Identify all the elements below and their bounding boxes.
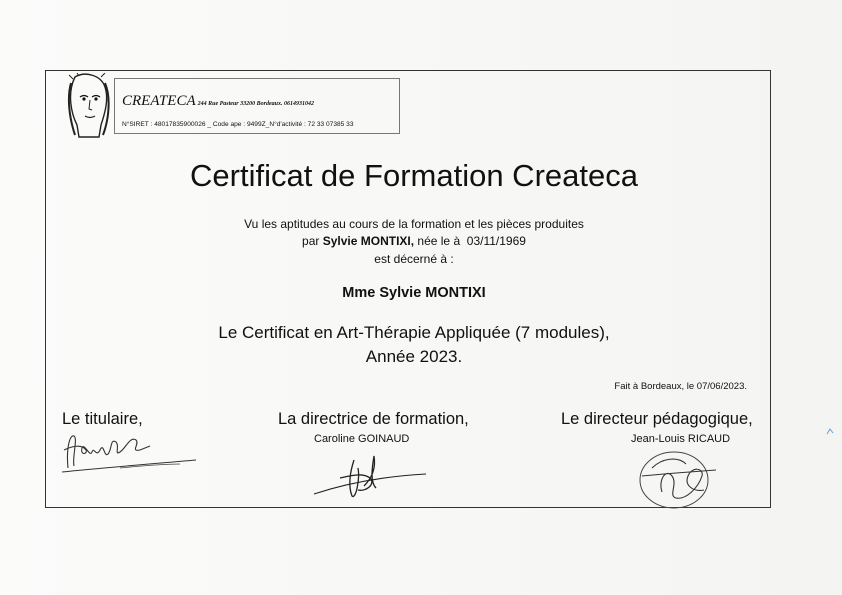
siret-line: N°SIRET : 48017835900026 _ Code ape : 9499Z_N°d'activité : 72 33 07385 33 [122, 121, 354, 128]
made-at-date: Fait à Bordeaux, le 07/06/2023. [614, 381, 747, 392]
certificate-title: Certificat de Formation Createca [190, 158, 638, 193]
certificate-year: Année 2023. [365, 347, 463, 366]
intro-line-2 [0, 234, 828, 248]
intro-line-3: est décerné à : [374, 252, 454, 266]
pedagogic-title: Le directeur pédagogique, [561, 410, 753, 428]
holder-signature [60, 428, 200, 478]
intro-line-1: Vu les aptitudes au cours de la formation et les pièces produites [244, 217, 584, 231]
pedagogic-signature [632, 446, 722, 512]
intro-birthdate: née le à 03/11/1969 [414, 234, 526, 248]
certificate-name: Le Certificat en Art-Thérapie Appliquée (7 modules), [218, 323, 610, 342]
woman-portrait-drawing-icon [65, 73, 113, 139]
brand-name: CREATECA [122, 93, 196, 109]
pedagogic-name: Jean-Louis RICAUD [631, 433, 731, 445]
director-title: La directrice de formation, [278, 410, 469, 428]
director-signature [310, 448, 430, 504]
holder-title: Le titulaire, [62, 410, 143, 428]
intro-prefix: par [302, 234, 323, 248]
intro-name: Sylvie MONTIXI, [322, 234, 415, 248]
scan-mark-icon [826, 428, 834, 436]
recipient-name: Mme Sylvie MONTIXI [342, 285, 486, 301]
director-name: Caroline GOINAUD [314, 433, 410, 445]
brand-line [122, 93, 314, 110]
brand-address: 244 Rue Pasteur 33200 Bordeaux. 0614931042 [197, 101, 314, 107]
